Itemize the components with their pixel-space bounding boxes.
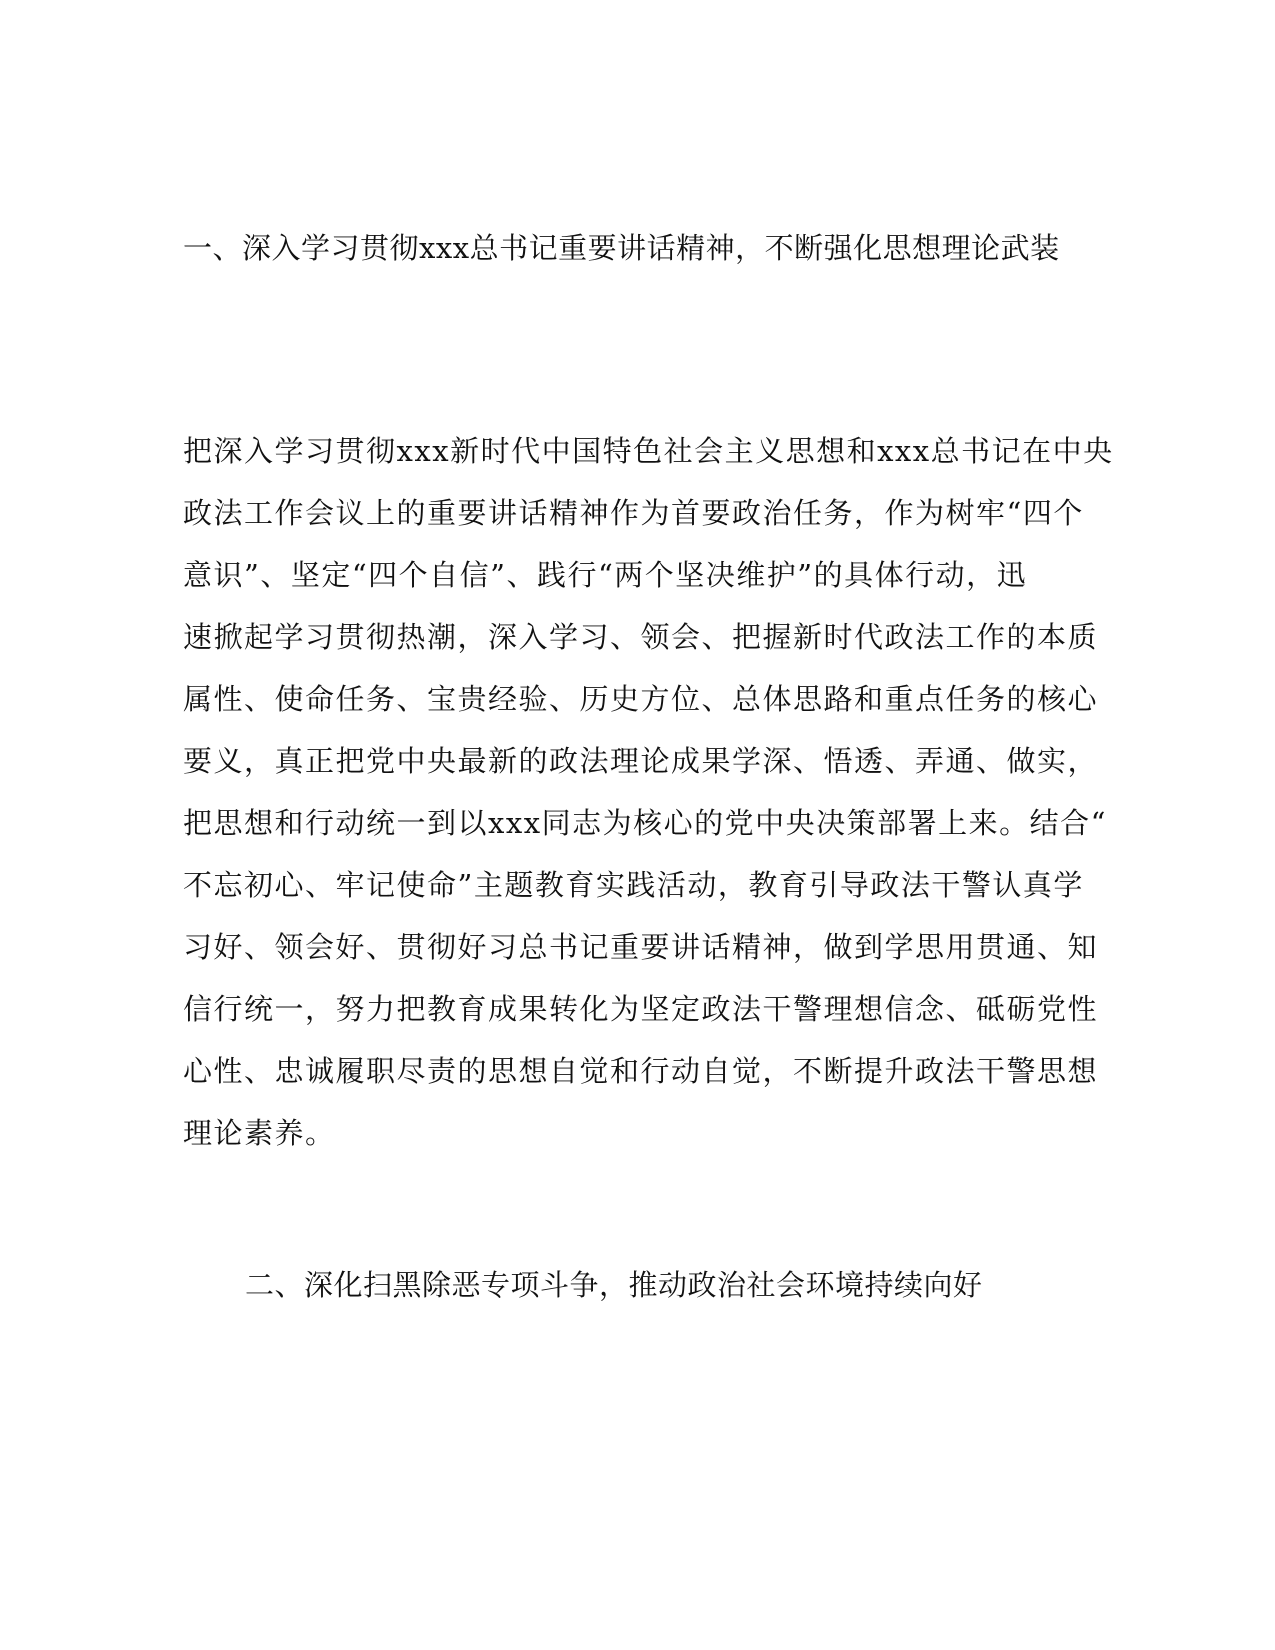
body-line: 要义，真正把党中央最新的政法理论成果学深、悟透、弄通、做实， [183, 744, 1099, 778]
section-1-heading: 一、深入学习贯彻xxx总书记重要讲话精神，不断强化思想理论武装 [183, 231, 1060, 265]
body-line: 属性、使命任务、宝贵经验、历史方位、总体思路和重点任务的核心 [183, 682, 1099, 716]
body-line: 心性、忠诚履职尽责的思想自觉和行动自觉，不断提升政法干警思想 [183, 1054, 1099, 1088]
body-line: 不忘初心、牢记使命”主题教育实践活动，教育引导政法干警认真学 [183, 868, 1084, 902]
body-line: 把思想和行动统一到以xxx同志为核心的党中央决策部署上来。结合“ [183, 806, 1107, 840]
body-line: 速掀起学习贯彻热潮，深入学习、领会、把握新时代政法工作的本质 [183, 620, 1099, 654]
section-1-body-paragraph [183, 420, 1114, 1164]
section-2-heading: 二、深化扫黑除恶专项斗争，推动政治社会环境持续向好 [245, 1268, 983, 1302]
body-line: 信行统一，努力把教育成果转化为坚定政法干警理想信念、砥砺党性 [183, 992, 1099, 1026]
body-line: 意识”、坚定“四个自信”、践行“两个坚决维护”的具体行动，迅 [183, 558, 1028, 592]
body-line: 政法工作会议上的重要讲话精神作为首要政治任务，作为树牢“四个 [183, 496, 1084, 530]
body-line: 理论素养。 [183, 1116, 336, 1150]
body-line: 习好、领会好、贯彻好习总书记重要讲话精神，做到学思用贯通、知 [183, 930, 1099, 964]
body-line: 把深入学习贯彻xxx新时代中国特色社会主义思想和xxx总书记在中央 [183, 434, 1114, 468]
